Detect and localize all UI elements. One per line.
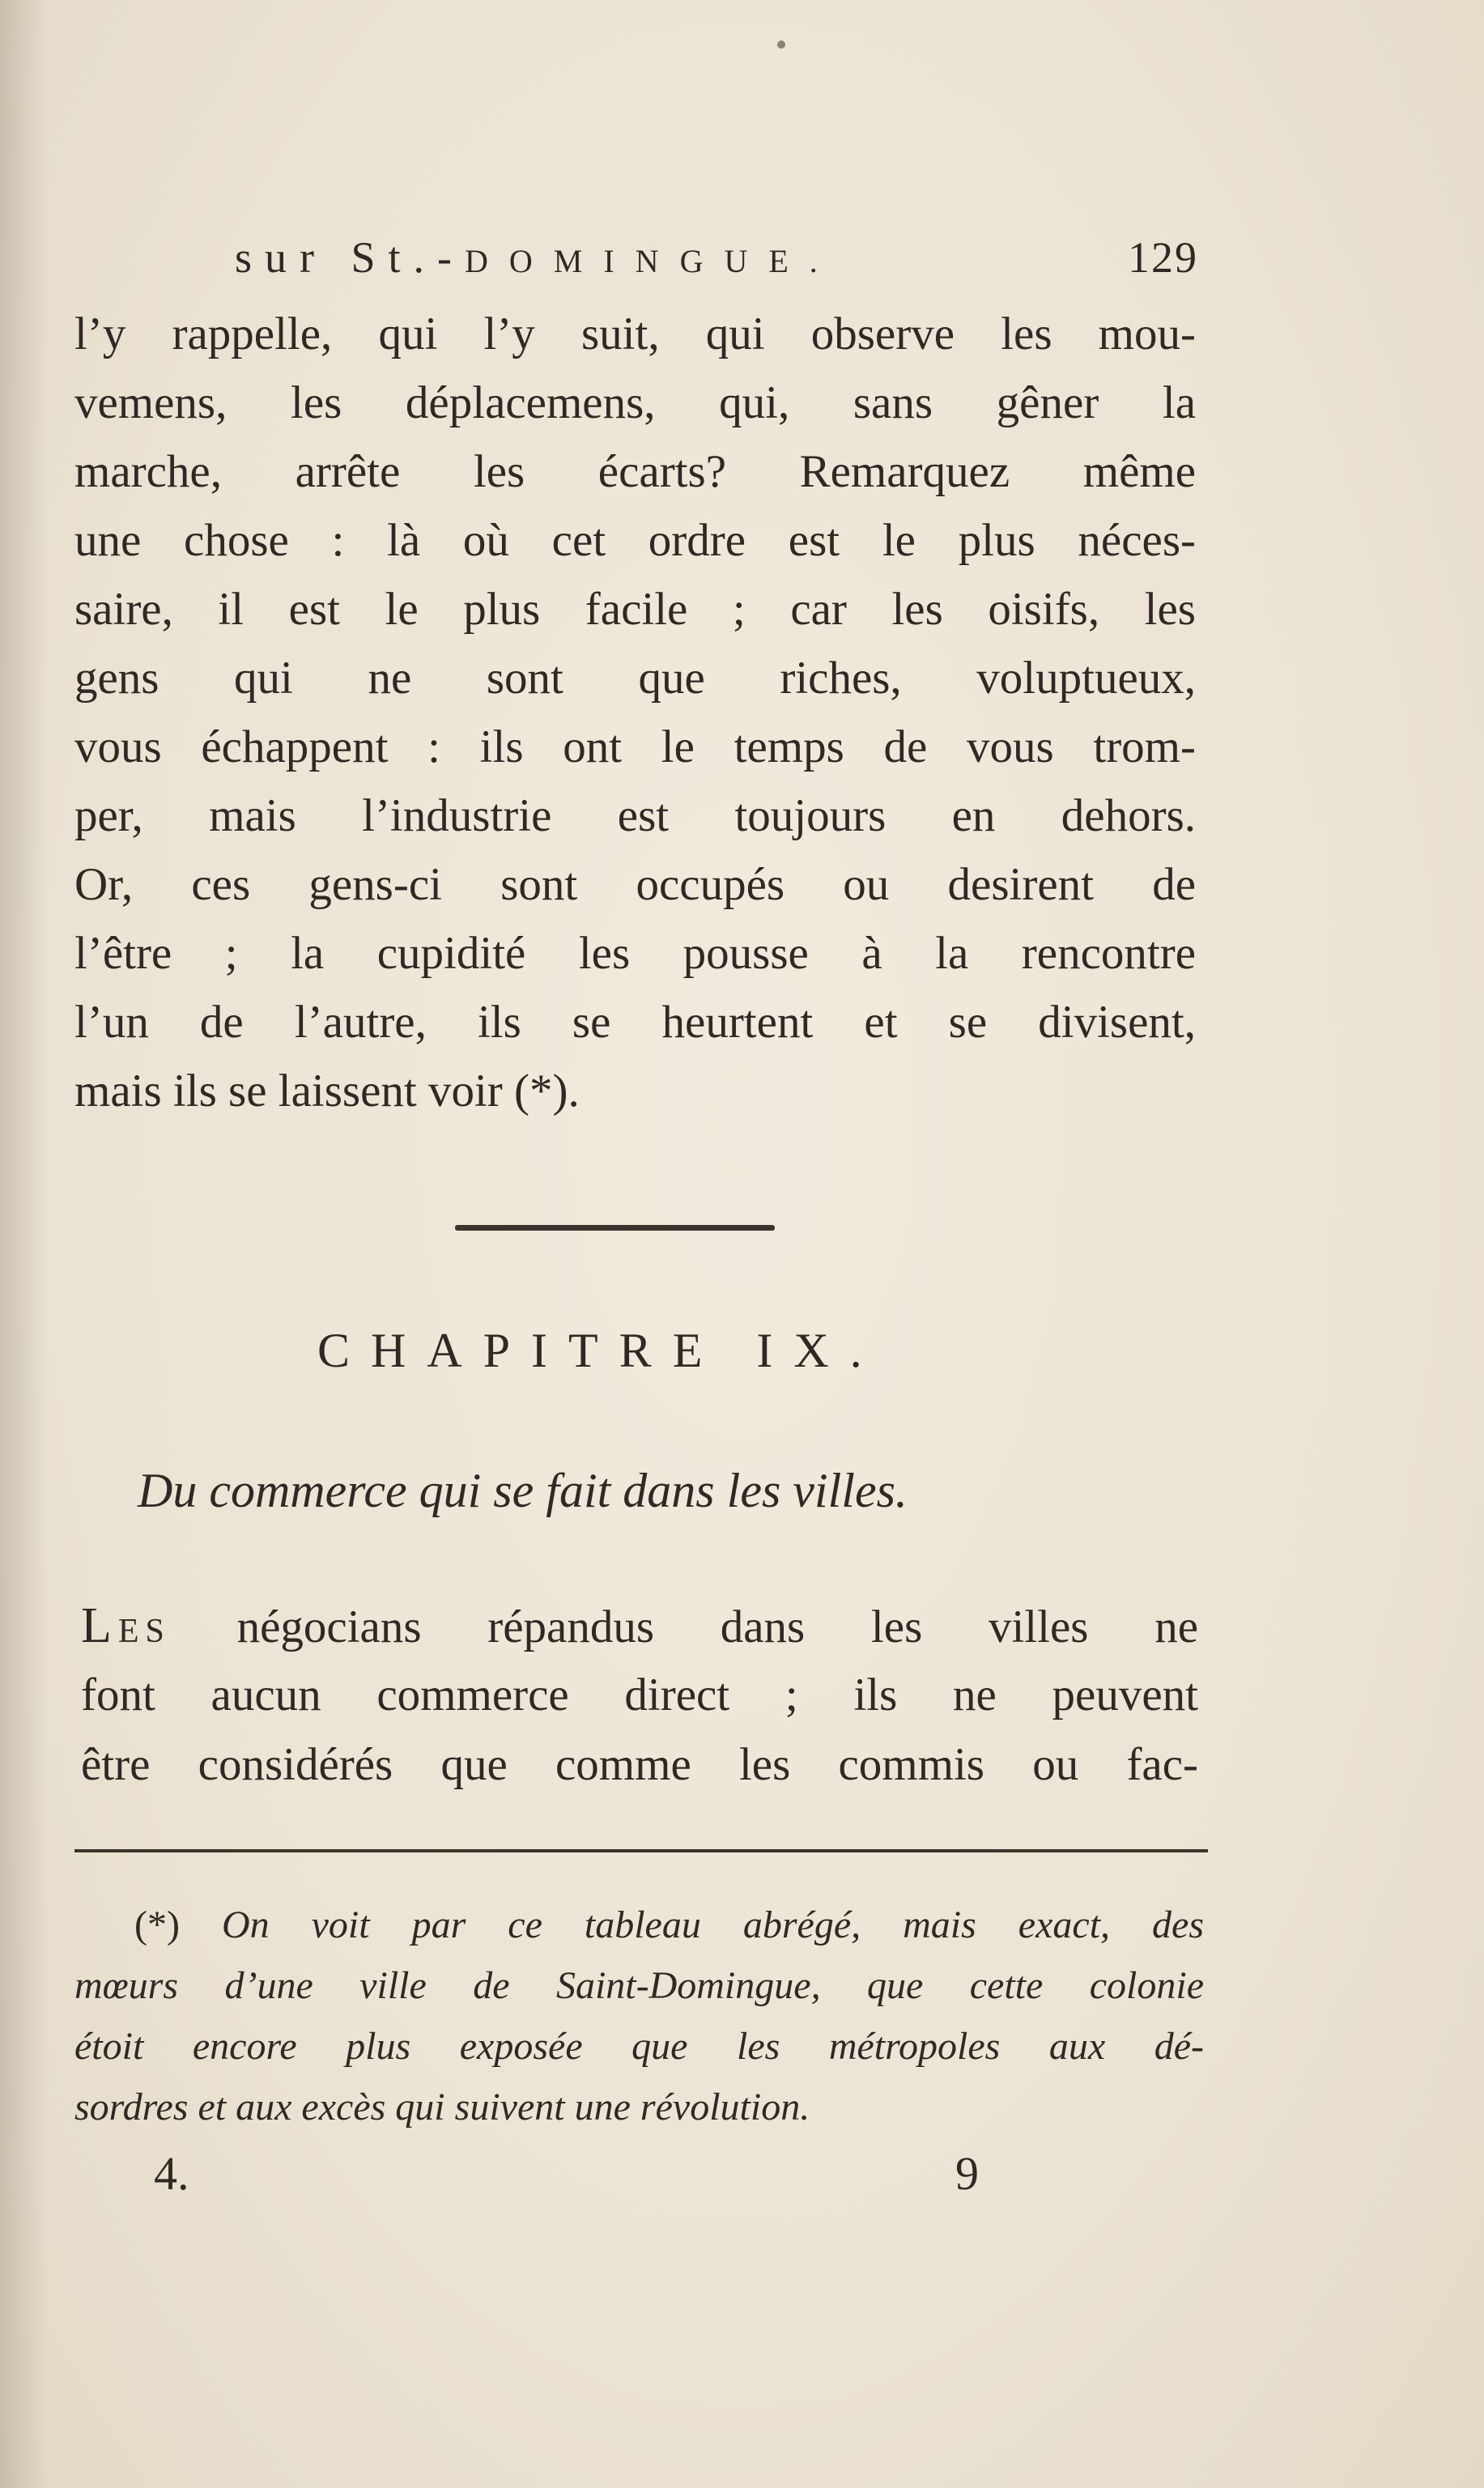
footnote-line-text: On voit par ce tableau abrégé, mais exact, des (221, 1903, 1205, 1946)
body-line: une chose : là où cet ordre est le plus néces- (74, 515, 1196, 566)
body-line: vous échappent : ils ont le temps de vous trom- (74, 721, 1196, 772)
running-title (235, 225, 839, 294)
body-line: saire, il est le plus facile ; car les oisifs, les (74, 584, 1196, 635)
body-line: mais ils se laissent voir (*). (74, 1065, 580, 1116)
footnote-mark: (*) (134, 1903, 180, 1946)
running-title-caps: DOMINGUE. (465, 243, 839, 279)
initial-small-caps: ES (117, 1613, 171, 1650)
footnote-line (74, 1895, 1204, 1955)
section-divider (455, 1225, 775, 1231)
footnote-line: mœurs d’une ville de Saint-Domingue, que cette colonie (74, 1964, 1204, 2007)
body-line: l’y rappelle, qui l’y suit, qui observe les mou- (74, 308, 1196, 359)
chapter-paragraph (81, 1591, 1198, 1800)
running-head (235, 225, 1198, 290)
body-line: gens qui ne sont que riches, voluptueux, (74, 653, 1196, 704)
chapter-line: font aucun commerce direct ; ils ne peuvent (81, 1669, 1198, 1720)
first-line-text: négocians répandus dans les villes ne (170, 1601, 1198, 1652)
signature-mark-right: 9 (955, 2147, 979, 2200)
footnote-line: sordres et aux excès qui suivent une révolution. (74, 2086, 810, 2129)
running-title-prefix: sur St.- (235, 233, 466, 282)
body-line: l’un de l’autre, ils se heurtent et se divisent, (74, 997, 1196, 1048)
chapter-line: être considérés que comme les commis ou fac- (81, 1739, 1198, 1790)
footnote (74, 1895, 1204, 2137)
page-number: 129 (1128, 233, 1198, 282)
chapter-title: CHAPITRE IX. (317, 1324, 883, 1377)
body-paragraph (74, 300, 1196, 1125)
body-line: l’être ; la cupidité les pousse à la rencontre (74, 928, 1196, 979)
body-line: vemens, les déplacemens, qui, sans gêner la (74, 377, 1196, 428)
gutter-shadow (0, 0, 49, 2488)
footnote-line: étoit encore plus exposée que les métropoles aux dé- (74, 2025, 1204, 2068)
signature-mark: 4. (154, 2147, 189, 2200)
ink-speck (777, 40, 785, 49)
body-line: Or, ces gens-ci sont occupés ou desirent de (74, 859, 1196, 910)
chapter-subtitle: Du commerce qui se fait dans les villes. (138, 1464, 908, 1517)
body-line: per, mais l’industrie est toujours en dehors. (74, 790, 1196, 841)
chapter-first-line (81, 1591, 1198, 1661)
footnote-rule (74, 1849, 1208, 1852)
initial-letter: L (81, 1598, 118, 1653)
body-line: marche, arrête les écarts? Remarquez même (74, 446, 1196, 497)
